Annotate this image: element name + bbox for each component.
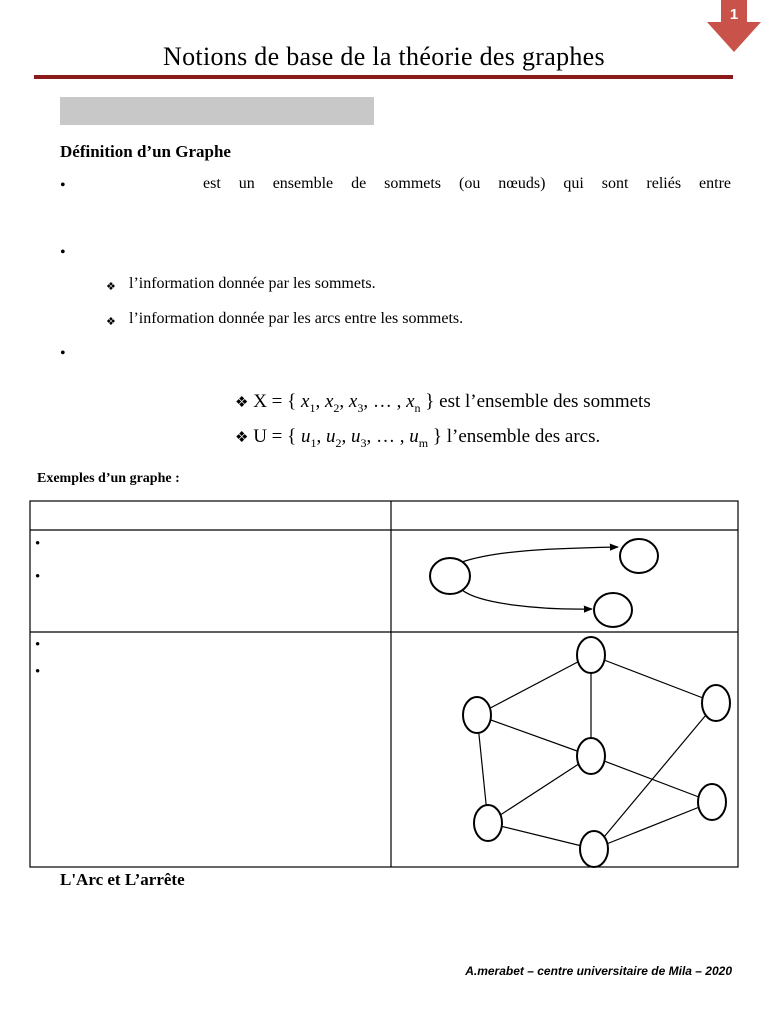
arc-section-heading: L'Arc et L’arrête <box>60 870 185 889</box>
formula-var: x <box>406 391 415 412</box>
table-bullet: • <box>35 664 41 680</box>
graph-node <box>474 805 502 841</box>
table-grid <box>30 501 738 867</box>
graph-node <box>594 593 632 627</box>
edge-set-formula: ❖ U = { $u_1$, $u_2$, $u_3$, … , $u_m$ } l’ensemble des arcs. <box>235 426 601 450</box>
graph-node <box>577 738 605 774</box>
formula-var: x <box>348 391 358 412</box>
page-number: 1 <box>729 6 739 23</box>
graph-edge <box>594 703 716 849</box>
table-bullet: • <box>35 569 41 585</box>
table-bullet: • <box>35 637 41 653</box>
graph-edge <box>477 655 591 715</box>
formula-var: u <box>301 426 311 447</box>
formula-suffix: } est l’ensemble des sommets <box>425 391 651 412</box>
footer-credit: A.merabet – centre universitaire de Mila – 2020 <box>465 964 732 978</box>
graph-node <box>620 539 658 573</box>
diamond-bullet-icon: ❖ <box>235 430 249 446</box>
formula-index: 3 <box>357 400 364 415</box>
bullet: • <box>60 345 66 362</box>
formula-var: u <box>409 426 419 447</box>
graph-node <box>580 831 608 867</box>
formula-index: 3 <box>360 435 367 450</box>
formula-index: 2 <box>335 435 342 450</box>
bullet: • <box>60 244 66 261</box>
vertex-set-formula: ❖ X = { $x_1$, $x_2$, $x_3$, … , $x_n$ } est l’ensemble des sommets <box>235 391 651 415</box>
graph-node <box>430 558 470 594</box>
formula-var: x <box>301 391 310 412</box>
diamond-bullet-icon: ❖ <box>106 281 116 293</box>
graph-node <box>698 784 726 820</box>
formula-prefix: U = { <box>253 426 297 447</box>
graph-edge <box>488 756 591 823</box>
formula-prefix: X = { <box>253 391 297 412</box>
formula-index: n <box>414 400 421 415</box>
formula-index: m <box>418 435 429 450</box>
info-item: l’information donnée par les arcs entre les sommets. <box>129 310 464 327</box>
graph-edge <box>591 655 716 703</box>
directed-arc <box>462 547 618 562</box>
undirected-graph-example <box>463 637 730 867</box>
formula-ellipsis: … <box>372 391 392 412</box>
definition-text: est un ensemble de sommets (ou nœuds) qui sont reliés entre <box>203 175 731 192</box>
graph-edge <box>591 756 712 802</box>
graph-edge <box>594 802 712 849</box>
formula-var: u <box>326 426 336 447</box>
formula-suffix: } l’ensemble des arcs. <box>432 426 601 447</box>
formula-ellipsis: … <box>376 426 396 447</box>
graph-node <box>463 697 491 733</box>
directed-arc <box>462 590 592 609</box>
formula-index: 1 <box>309 400 316 415</box>
formula-var: x <box>324 391 334 412</box>
examples-heading: Exemples d’un graphe : <box>37 471 180 486</box>
bullet: • <box>60 177 66 194</box>
info-item: l’information donnée par les sommets. <box>129 275 376 292</box>
graph-edge <box>488 823 594 849</box>
definition-heading: Définition d’un Graphe <box>60 142 231 161</box>
formula-index: 2 <box>333 400 340 415</box>
diamond-bullet-icon: ❖ <box>106 316 116 328</box>
formula-index: 1 <box>310 435 317 450</box>
table-bullet: • <box>35 536 41 552</box>
page-title: Notions de base de la théorie des graphes <box>163 42 605 71</box>
graph-node <box>702 685 730 721</box>
graph-node <box>577 637 605 673</box>
graph-edge <box>477 715 591 756</box>
diamond-bullet-icon: ❖ <box>235 395 249 411</box>
directed-graph-example <box>430 539 658 627</box>
formula-var: u <box>351 426 361 447</box>
